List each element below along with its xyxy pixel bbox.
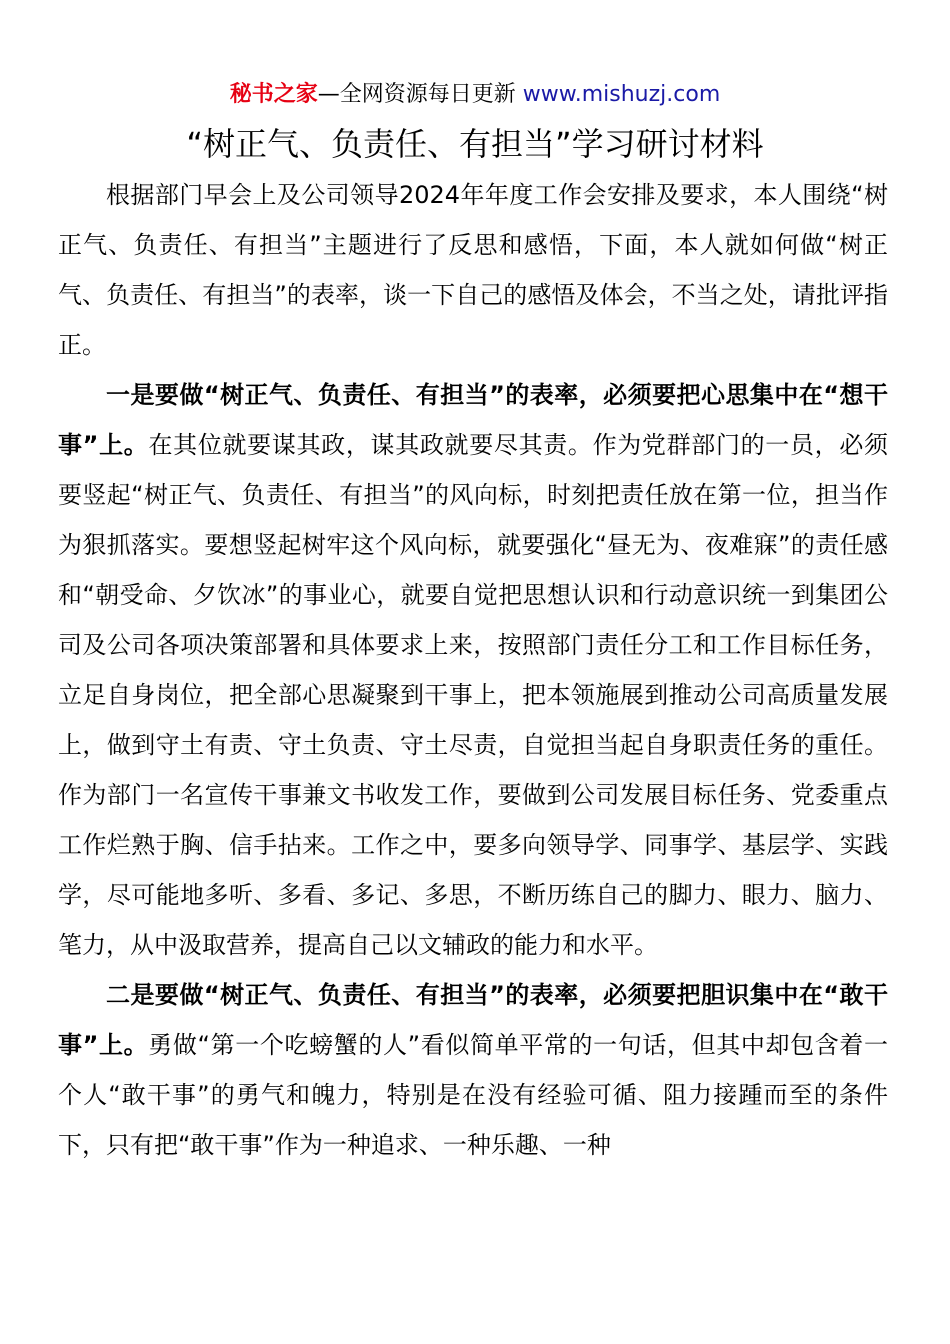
section-one-paragraph [58,370,888,970]
section-two-paragraph [58,970,888,1170]
document-body [58,170,888,1170]
section-heading: 一是要做“树正气、负责任、有担当”的表率，必须要把心思集中在“想干事”上。 [58,381,888,459]
site-url-link[interactable]: www.mishuzj.com [522,82,721,107]
paragraph-text: 在其位就要谋其政，谋其政就要尽其责。作为党群部门的一员，必须要竖起“树正气、负责任、有担当”的风向标，时刻把责任放在第一位，担当作为狠抓落实。要想竖起树牢这个风向标，就要强化“昼无为、夜难寐”的责任感和“朝受命、夕饮冰”的事业心，就要自觉把思想认识和行动意识统一到集团公司及公司各项决策部署和具体要求上来，按照部门责任分工和工作目标任务，立足自身岗位，把全部心思凝聚到干事上，把本领施展到推动公司高质量发展上，做到守土有责、守土负责、守土尽责，自觉担当起自身职责任务的重任。作为部门一名宣传干事兼文书收发工作，要做到公司发展目标任务、党委重点工作烂熟于胸、信手拈来。工作之中，要多向领导学、同事学、基层学、实践学，尽可能地多听、多看、多记、多思，不断历练自己的脚力、眼力、脑力、笔力，从中汲取营养，提高自己以文辅政的能力和水平。 [58,431,888,959]
section-heading: 二是要做“树正气、负责任、有担当”的表率，必须要把胆识集中在“敢干事”上。 [58,981,888,1059]
brand-name: 秘书之家 [229,82,318,107]
header-tagline: —全网资源每日更新 [317,82,523,107]
document-title: “树正气、负责任、有担当”学习研讨材料 [186,125,764,163]
paragraph-text: 根据部门早会上及公司领导2024年年度工作会安排及要求，本人围绕“树正气、负责任、有担当”主题进行了反思和感悟，下面，本人就如何做“树正气、负责任、有担当”的表率，谈一下自己的感悟及体会，不当之处，请批评指正。 [58,181,888,359]
intro-paragraph [58,170,888,370]
paragraph-text: 勇做“第一个吃螃蟹的人”看似简单平常的一句话，但其中却包含着一个人“敢干事”的勇气和魄力，特别是在没有经验可循、阻力接踵而至的条件下，只有把“敢干事”作为一种追求、一种乐趣、一种 [58,1031,888,1159]
site-header [0,80,950,110]
